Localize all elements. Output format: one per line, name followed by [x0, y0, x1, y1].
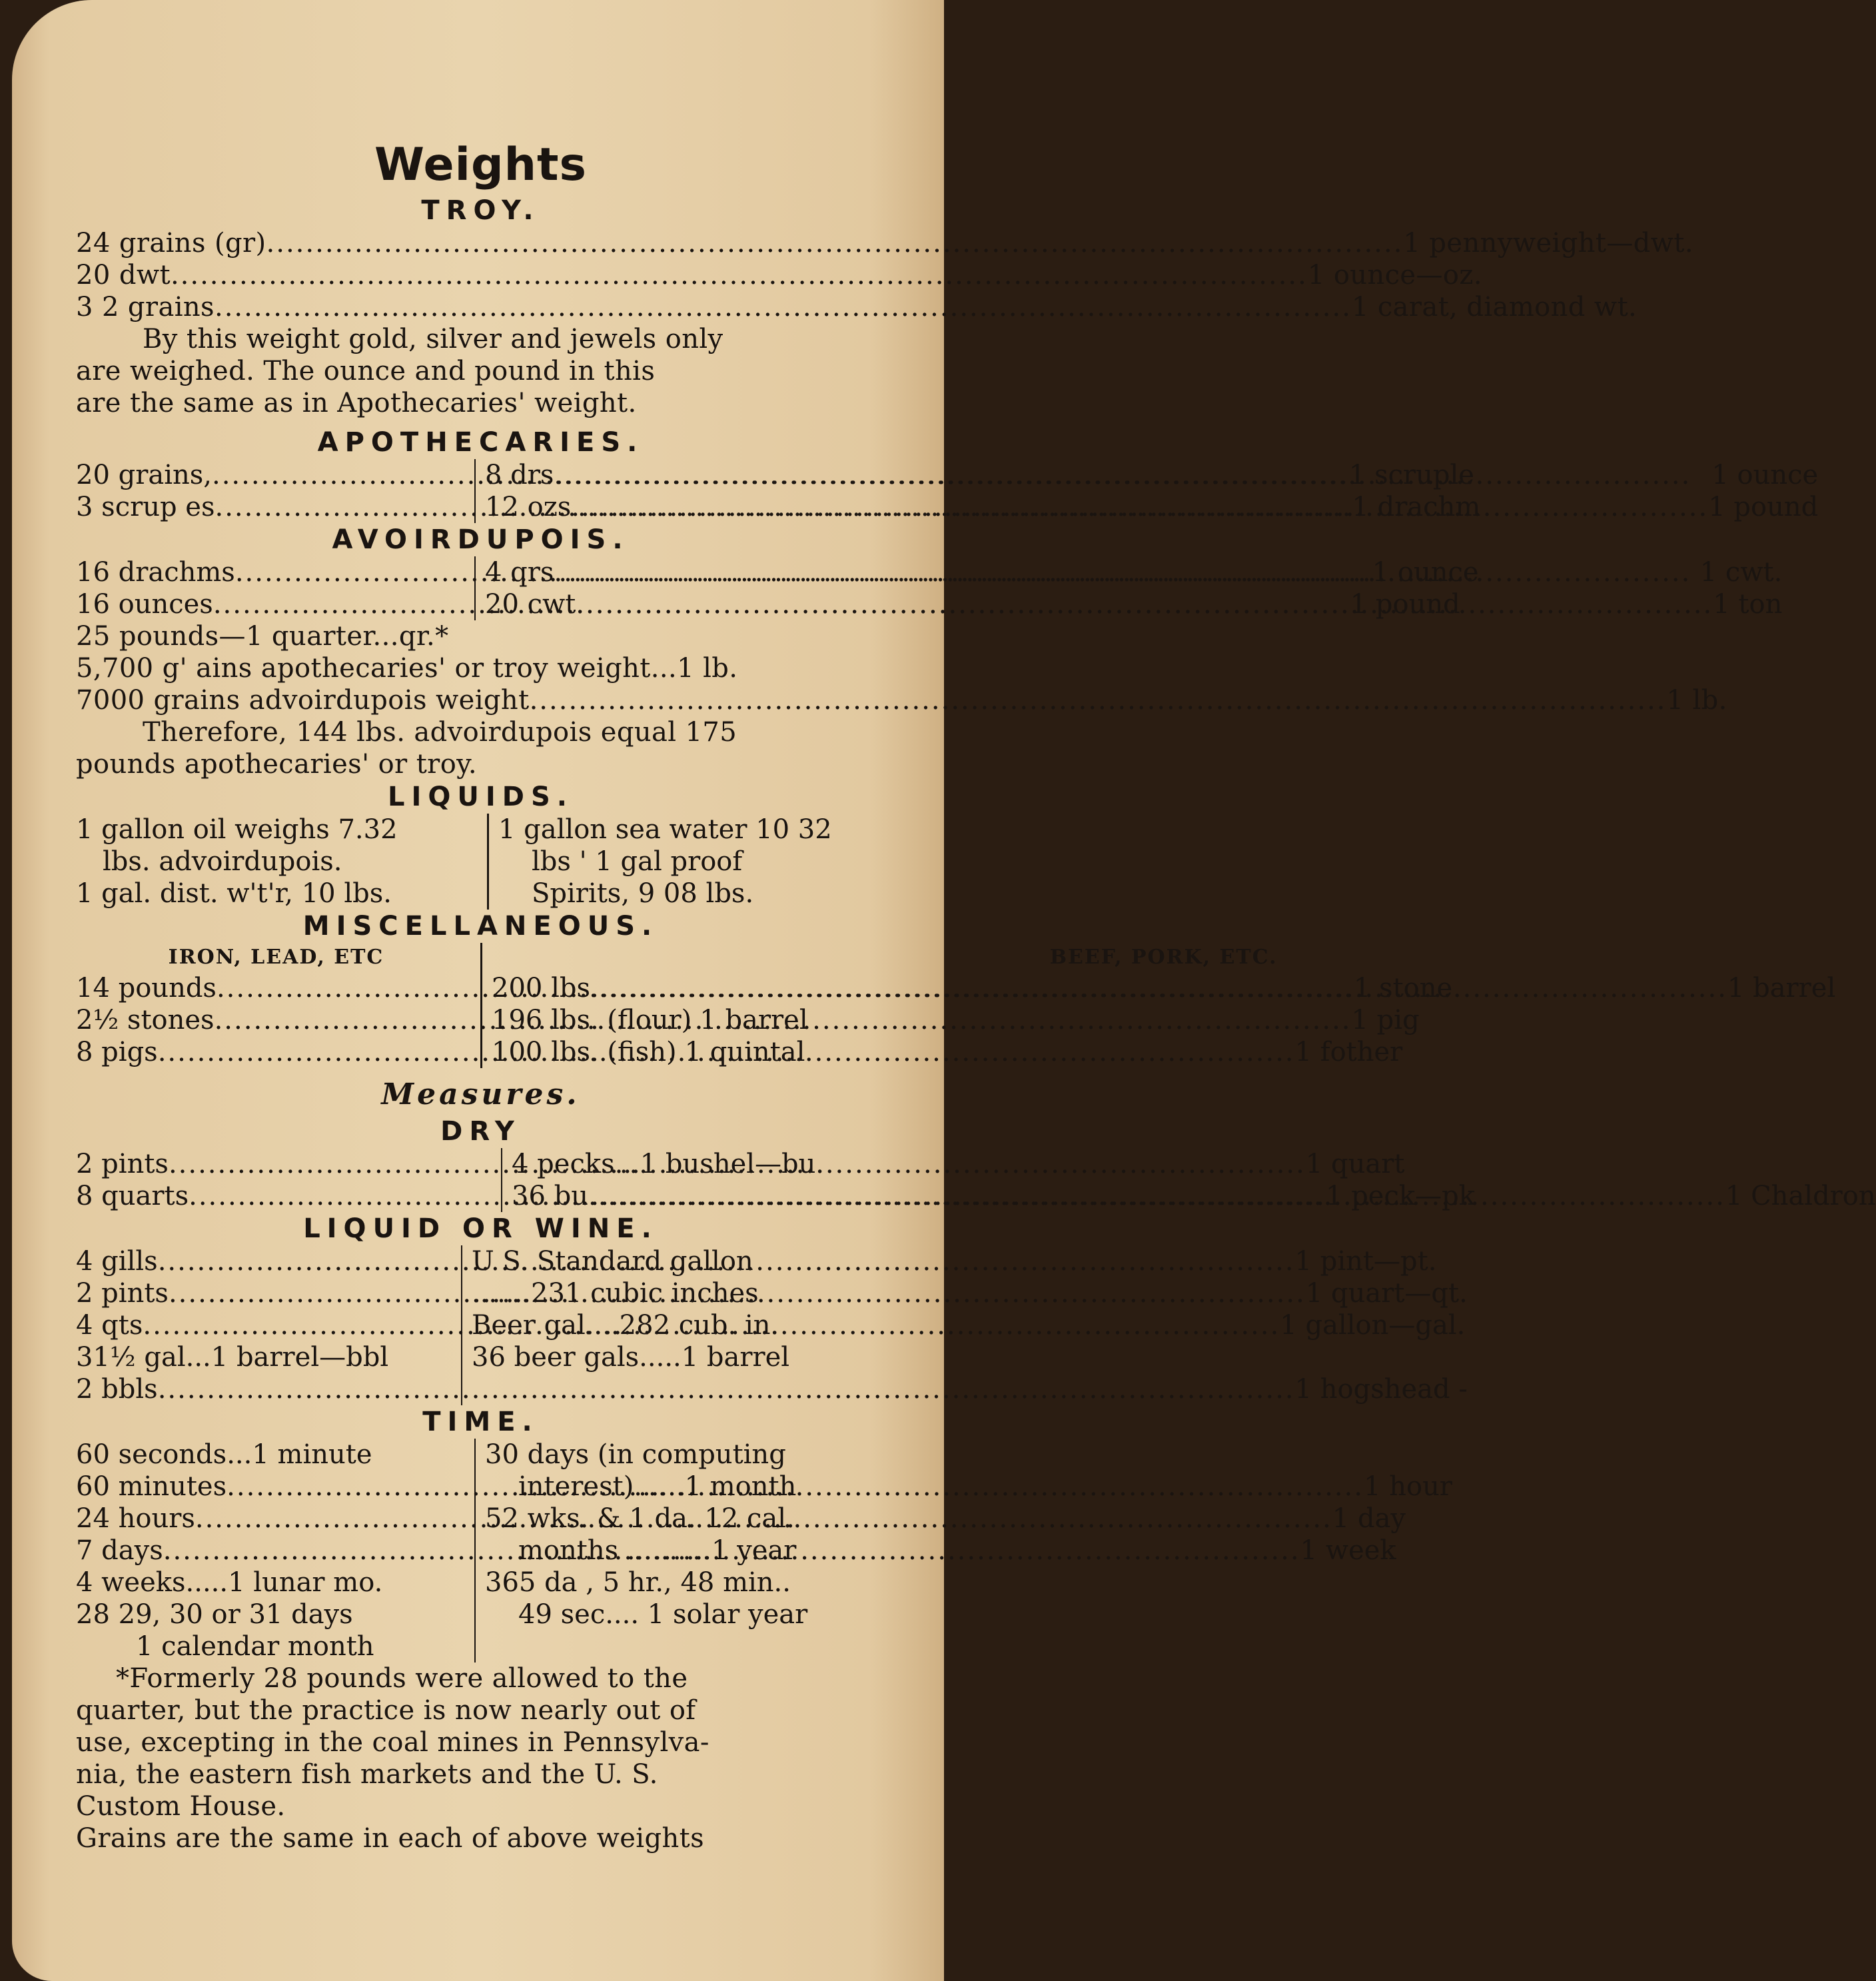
- liquids-right-line: lbs ' 1 gal proof: [532, 846, 743, 877]
- table-row: 28 29, 30 or 31 days: [76, 1599, 353, 1630]
- troy-note-line: By this weight gold, silver and jewels only: [143, 324, 723, 354]
- troy-row: 20 dwt ..... 1 ounce—oz.: [76, 259, 885, 291]
- liquids-table: [76, 814, 885, 910]
- final-line: Grains are the same in each of above weights: [76, 1823, 705, 1854]
- liquid-right-line: .......231 cubic inches: [472, 1278, 759, 1309]
- table-row: 3 scrup es ..... 1 drachm: [76, 491, 470, 523]
- liquids-heading: LIQUIDS.: [388, 782, 574, 812]
- liquid-right-line: 36 beer gals.....1 barrel: [472, 1342, 790, 1373]
- liquids-left-line: 1 gal. dist. w't'r, 10 lbs.: [76, 878, 392, 909]
- misc-heading: MISCELLANEOUS.: [302, 911, 659, 942]
- table-row: 31½ gal... 1 barrel—bbl: [76, 1342, 389, 1373]
- table-row: 200 lbs ..... 1 barrel: [492, 972, 1835, 1004]
- avoirdupois-note-line: pounds apothecaries' or troy.: [76, 749, 477, 780]
- time-right-line: 30 days (in computing: [485, 1439, 786, 1470]
- dry-heading: DRY: [440, 1116, 521, 1147]
- time-right-line: 49 sec.... 1 solar year: [518, 1599, 808, 1630]
- table-row: 60 seconds... 1 minute: [76, 1439, 372, 1470]
- table-row: 16 drachms ..... 1 ounce: [76, 556, 470, 588]
- apothecaries-heading: APOTHECARIES.: [317, 427, 644, 458]
- footnote-line: quarter, but the practice is now nearly out of: [76, 1695, 696, 1726]
- avoirdupois-table: [76, 556, 1783, 620]
- liquids-left-line: 1 gallon oil weighs 7.32: [76, 814, 398, 845]
- apothecaries-table: [76, 459, 1819, 523]
- avoirdupois-heading: AVOIRDUPOIS.: [332, 524, 630, 555]
- time-right-line: 52 wks. & 1 da. 12 cal.: [485, 1503, 795, 1534]
- table-row: 4 qrs ..... 1 cwt.: [485, 556, 1782, 588]
- table-row: 1 calendar month: [136, 1631, 374, 1662]
- troy-heading: TROY.: [421, 195, 540, 226]
- liquids-right-line: Spirits, 9 08 lbs.: [532, 878, 754, 909]
- table-row: 20 grains, ..... 1 scruple: [76, 459, 470, 491]
- table-row: 12 ozs ..... 1 pound: [485, 491, 1818, 523]
- page-content: [76, 0, 1876, 1854]
- table-row: 36 bu ..... 1 Chaldron: [512, 1180, 1876, 1212]
- time-heading: TIME.: [422, 1407, 539, 1437]
- table-row: 2 pints ..... 1 quart: [76, 1148, 497, 1180]
- table-row: 196 lbs. (flour) 1 barrel: [492, 1005, 808, 1035]
- table-row: 7 days ..... 1 week: [76, 1535, 470, 1567]
- grains-row: 5,700 g' ains apothecaries' or troy weight... 1 lb.: [76, 653, 738, 684]
- time-right-line: interest)......1 month: [518, 1471, 797, 1502]
- time-right-line: months ..........1 year: [518, 1535, 797, 1566]
- table-row: 100 lbs. (fish) 1 quintal: [492, 1037, 805, 1067]
- quarter-line: 25 pounds—1 quarter...qr.*: [76, 621, 449, 652]
- table-row: 60 minutes ..... 1 hour: [76, 1471, 470, 1503]
- book-page: [12, 0, 1876, 1981]
- liquid-wine-heading: LIQUID OR WINE.: [303, 1213, 658, 1244]
- table-row: 4 pecks... 1 bushel—bu.: [512, 1149, 825, 1179]
- table-row: 4 weeks..... 1 lunar mo.: [76, 1567, 383, 1598]
- troy-row: 24 grains (gr) ..... 1 pennyweight—dwt.: [76, 227, 885, 259]
- footnote-line: use, excepting in the coal mines in Pennsylva-: [76, 1727, 709, 1758]
- liquid-wine-table: [76, 1245, 1468, 1405]
- table-row: 8 quarts ..... 1 peck—pk: [76, 1180, 497, 1212]
- page-title: Weights: [374, 139, 588, 191]
- table-row: 24 hours ..... 1 day: [76, 1503, 470, 1535]
- liquids-left-line: lbs. advoirdupois.: [103, 846, 342, 877]
- table-row: 16 ounces ..... 1 pound: [76, 588, 470, 620]
- table-row: 4 gills ..... 1 pint—pt.: [76, 1245, 457, 1277]
- footnote-line: *Formerly 28 pounds were allowed to the: [116, 1663, 688, 1694]
- time-table: [76, 1439, 1452, 1662]
- troy-note-line: are weighed. The ounce and pound in this: [76, 356, 656, 386]
- dry-table: [76, 1148, 1876, 1212]
- grains-row: 7000 grains advoirdupois weight ..... 1 lb.: [76, 684, 885, 716]
- avoirdupois-note-line: Therefore, 144 lbs. advoirdupois equal 175: [143, 717, 737, 748]
- footnote-line: Custom House.: [76, 1791, 286, 1822]
- table-row: 14 pounds ..... 1 stone: [76, 972, 476, 1004]
- troy-note-line: are the same as in Apothecaries' weight.: [76, 388, 637, 418]
- table-row: 2 pints ..... 1 quart—qt.: [76, 1277, 457, 1309]
- liquids-right-line: 1 gallon sea water 10 32: [498, 814, 832, 845]
- misc-right-subhead: BEEF, PORK, ETC.: [1049, 946, 1278, 969]
- liquid-right-line: Beer gal....282 cub. in.: [472, 1310, 779, 1341]
- misc-left-subhead: IRON, LEAD, ETC: [168, 946, 384, 969]
- footnote-line: nia, the eastern fish markets and the U. S.: [76, 1759, 658, 1790]
- troy-row: 3 2 grains ..... 1 carat, diamond wt.: [76, 291, 885, 323]
- time-right-line: 365 da , 5 hr., 48 min..: [485, 1567, 791, 1598]
- table-row: 2½ stones ..... 1 pig: [76, 1004, 476, 1036]
- table-row: 2 bbls ..... 1 hogshead -: [76, 1373, 457, 1405]
- misc-table: [76, 943, 1836, 1068]
- table-row: 8 drs ..... 1 ounce: [485, 459, 1818, 491]
- liquid-right-line: U S. Standard gallon: [472, 1246, 753, 1277]
- table-row: 4 qts ..... 1 gallon—gal.: [76, 1309, 457, 1341]
- measures-title: Measures.: [381, 1077, 580, 1111]
- table-row: 8 pigs ..... 1 fother: [76, 1036, 476, 1068]
- table-row: 20 cwt ..... 1 ton: [485, 588, 1782, 620]
